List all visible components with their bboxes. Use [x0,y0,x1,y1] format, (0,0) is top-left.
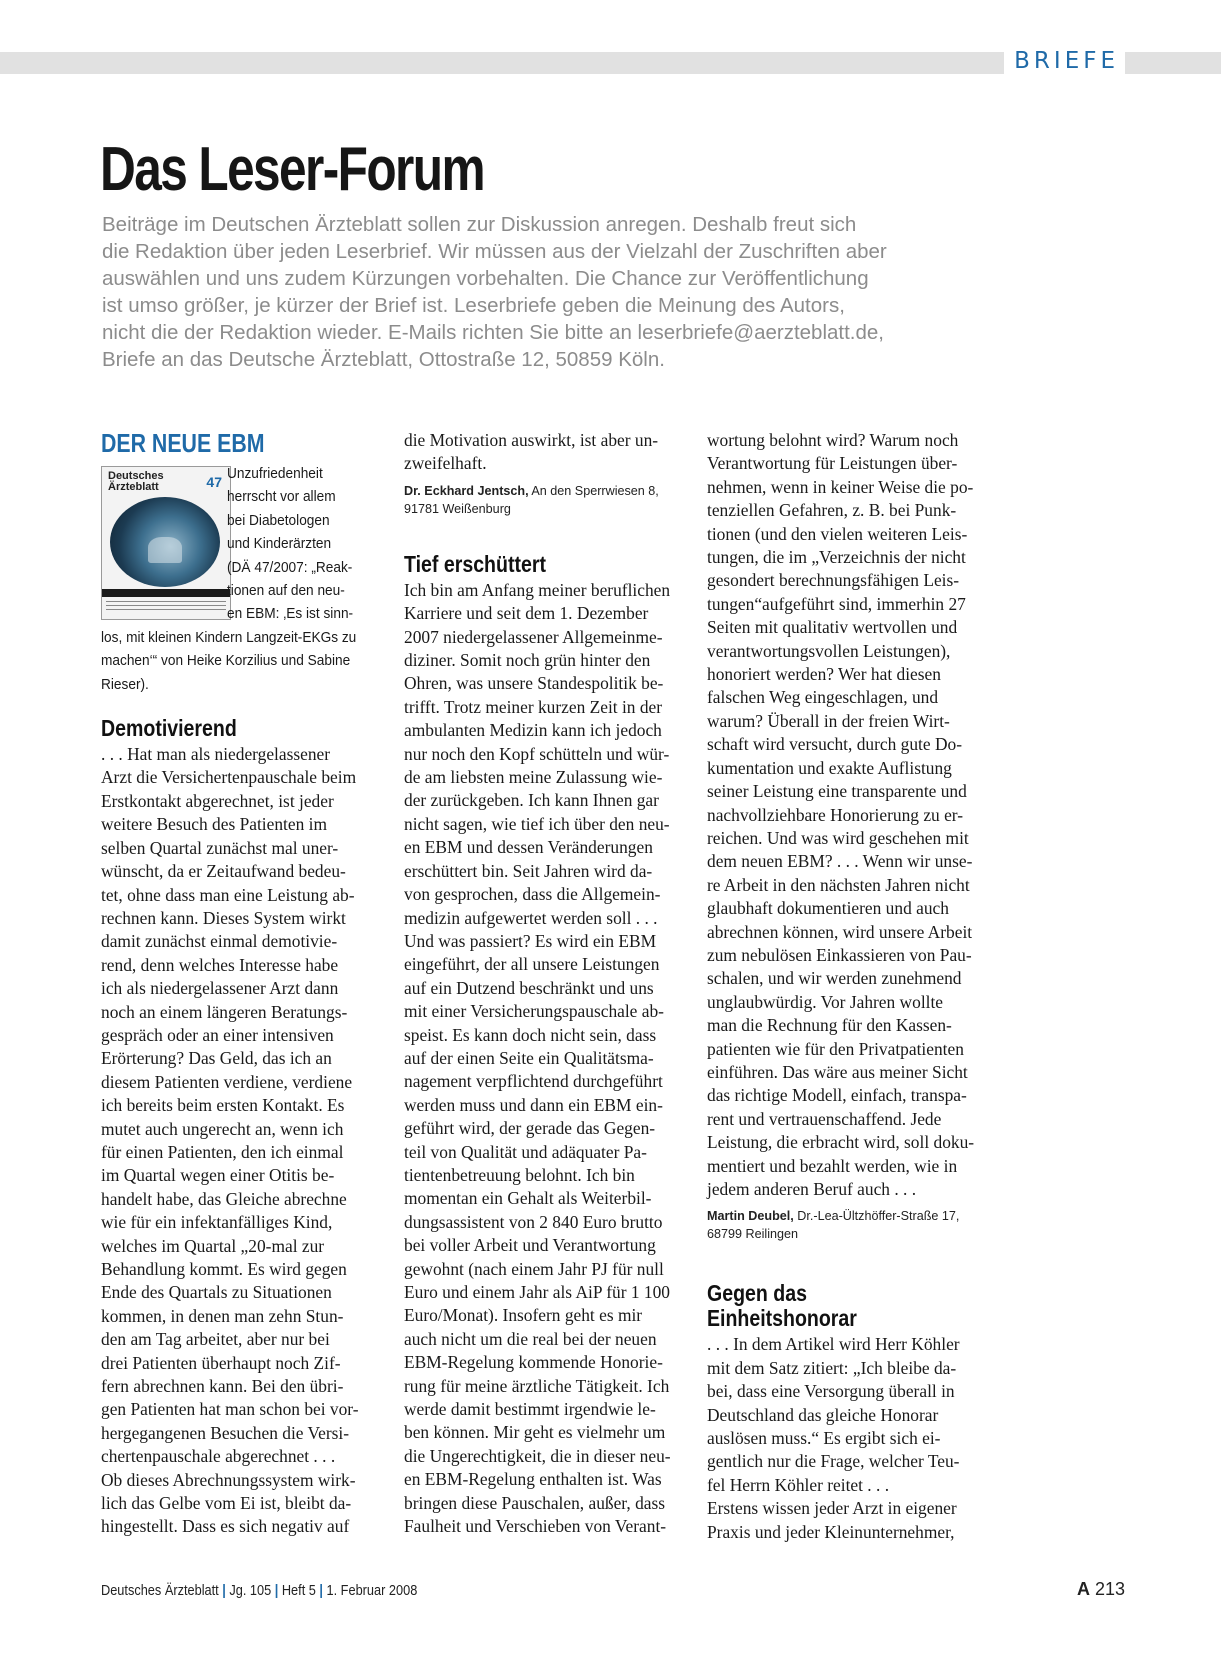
letter-author-jentsch: Dr. Eckhard Jentsch, An den Sperrwiesen 8, 91781 Weißenburg [404,483,659,516]
letter-heading-gegen-das-einheitshonorar: Gegen das Einheitshonorar [707,1280,857,1332]
intro-paragraph: Beiträge im Deutschen Ärzteblatt sollen zur Diskussion anregen. Deshalb freut sich die Redaktion über jeden Leserbrief. Wir müssen aus der Vielzahl der Zuschriften aber auswählen und uns zudem Kürzungen vorbehalten. Die Chance zur Veröffentlichung ist umso größer, je kürzer der Brief ist. Leserbriefe geben die Meinung des Autors, nicht die der Redaktion wieder. E-Mails richten Sie bitte an leserbriefe@aerzteblatt.de, Briefe an das Deutsche Ärzteblatt, Ottostraße 12, 50859 Köln. [102,213,887,371]
letter-body-demotivierend: . . . Hat man als niedergelassener Arzt die Versichertenpauschale beim Erstkontakt abgerechnet, ist jeder weitere Besuch des Patienten im selben Quartal zunächst mal uner- wünscht, da er Zeitaufwand bedeu- tet, ohne dass man eine Leistung ab- rechnen kann. Dieses System wirkt damit zunächst einmal demotivie- rend, denn welches Interesse habe ich als niedergelassener Arzt dann noch an einem längeren Beratungs- gespräch oder an einer intensiven Erörterung? Das Geld, das ich an diesem Patienten verdiene, verdiene ich bereits beim ersten Kontakt. Es mutet auch ungerecht an, wenn ich für einen Patienten, den ich einmal im Quartal wegen einer Otitis be- handelt habe, das Gleiche abrechne wie für ein infektanfälliges Kind, welches im Quartal „20-mal zur Behandlung kommt. Es wird gegen Ende des Quartals zu Situationen kommen, in denen man zehn Stun- den am Tag arbeitet, aber nur bei drei Patienten überhaupt noch Zif- fern abrechnen kann. Bei den übri- gen Patienten hat man schon bei vor- hergegangenen Besuchen die Versi- chertenpauschale abgerechnet . . . Ob dieses Abrechnungssystem wirk- lich das Gelbe vom Ei ist, bleibt da- hingestellt. Dass es sich negativ auf [101,744,359,1537]
letter-author-deubel: Martin Deubel, Dr.-Lea-Ültzhöffer-Straße 17, 68799 Reilingen [707,1209,960,1242]
letter-heading-demotivierend: Demotivierend [101,715,237,742]
footer-journal: Deutsches Ärzteblatt [101,1583,219,1599]
section-label: BRIEFE [1004,46,1125,76]
letter-continuation: die Motivation auswirkt, ist aber un- zweifelhaft. [404,430,659,474]
page-title: Das Leser-Forum [100,135,484,204]
footer-issue: Heft 5 [281,1583,316,1599]
letter-body-continuation: wortung belohnt wird? Warum noch Verantwortung für Leistungen über- nehmen, wenn in keiner Weise die po- tenziellen Gefahren, z. B. bei Punk- tionen (und den vielen weiteren Leis- tungen, die im „Verzeichnis der nicht gesondert berechnungsfähigen Leis- tungen“aufgeführt sind, immerhin 27 Seiten mit qualitativ wertvollen und verantwortungsvollen Leistungen), honoriert werden? Wer hat diesen falschen Weg eingeschlagen, und warum? Überall in der freien Wirt- schaft wird versucht, durch gute Do- kumentation und exakte Auflistung seiner Leistung eine transparente und nachvollziehbare Honorierung zu er- reichen. Und was wird geschehen mit dem neuen EBM? . . . Wenn wir unse- re Arbeit in den nächsten Jahren nicht glaubhaft dokumentieren und auch abrechnen können, wird unsere Arbeit zum nebulösen Einkassieren von Pau- schalen, und wir werden zunehmend unglaubwürdig. Vor Jahren wollte man die Rechnung für den Kassen- patienten wie für den Privatpatienten einführen. Das wäre aus meiner Sicht das richtige Modell, einfach, transpa- rent und vertrauenschaffend. Jede Leistung, die erbracht wird, soll doku- mentiert und bezahlt werden, wie in jedem anderen Beruf auch . . . [707,430,975,1199]
article-reference: Unzufriedenheit herrscht vor allem bei Diabetologen und Kinderärzten (DÄ 47/2007: „Reak- tionen auf den neu- en EBM: ‚Es ist sinn- los, mit kleinen Kindern Langzeit-EKGs zu machen‘“ von Heike Korzilius und Sabine Rieser). [101,465,357,693]
column-2 [404,429,689,1538]
footer-citation: Deutsches Ärzteblatt | Jg. 105 | Heft 5 | 1. Februar 2008 [101,1583,418,1599]
letter-body-einheitshonorar: . . . In dem Artikel wird Herr Köhler mit dem Satz zitiert: „Ich bleibe da- bei, dass eine Versorgung überall in Deutschland das gleiche Honorar auslösen muss.“ Es ergibt sich ei- gentlich nur die Frage, welcher Teu- fel Herrn Köhler reitet . . . Erstens wissen jeder Arzt in eigener Praxis und jeder Kleinunternehmer, [707,1334,960,1542]
footer-volume: Jg. 105 [229,1583,272,1599]
footer-date: 1. Februar 2008 [326,1583,418,1599]
letter-heading-tief-erschuettert: Tief erschüttert [404,550,546,577]
kicker-der-neue-ebm: DER NEUE EBM [101,428,265,458]
letter-body-tief-erschuettert: Ich bin am Anfang meiner beruflichen Karriere und seit dem 1. Dezember 2007 niedergelassener Allgemeinme- diziner. Somit noch grün hinter den Ohren, was unsere Standespolitik be- trifft. Trotz meiner kurzen Zeit in der ambulanten Medizin kann ich jedoch nur noch den Kopf schütteln und wür- de am liebsten meine Zulassung wie- der zurückgeben. Ich kann Ihnen gar nicht sagen, wie tief ich über den neu- en EBM und dessen Veränderungen erschüttert bin. Seit Jahren wird da- von gesprochen, dass die Allgemein- medizin aufgewertet werden soll . . . Und was passiert? Es wird ein EBM eingeführt, der all unsere Leistungen auf ein Dutzend beschränkt und uns mit einer Versicherungspauschale ab- speist. Es kann doch nicht sein, dass auf der einen Seite ein Qualitätsma- nagement verpflichtend durchgeführt werden muss und dann ein EBM ein- geführt wird, der gerade das Gegen- teil von Qualität und adäquater Pa- tientenbetreuung belohnt. Ich bin momentan ein Gehalt als Weiterbil- dungsassistent von 2 840 Euro brutto bei voller Arbeit und Verantwortung gewohnt (nach einem Jahr PJ für null Euro und einem Jahr als AiP für 1 100 Euro/Monat). Insofern geht es mir auch nicht um die real bei der neuen EBM-Regelung kommende Honorie- rung für meine ärztliche Tätigkeit. Ich werde damit bestimmt irgendwie le- ben können. Mir geht es vielmehr um die Ungerechtigkeit, die in dieser neu- en EBM-Regelung enthalten ist. Was bringen diese Pauschalen, außer, dass Faulheit und Verschieben von Verant- [404,579,671,1537]
cover-issue-number: 47 [206,474,222,490]
page-number: A 213 [1076,1579,1125,1599]
column-1 [101,428,388,1539]
column-3 [707,429,995,1544]
cover-brand: Deutsches Ärzteblatt [108,470,164,493]
